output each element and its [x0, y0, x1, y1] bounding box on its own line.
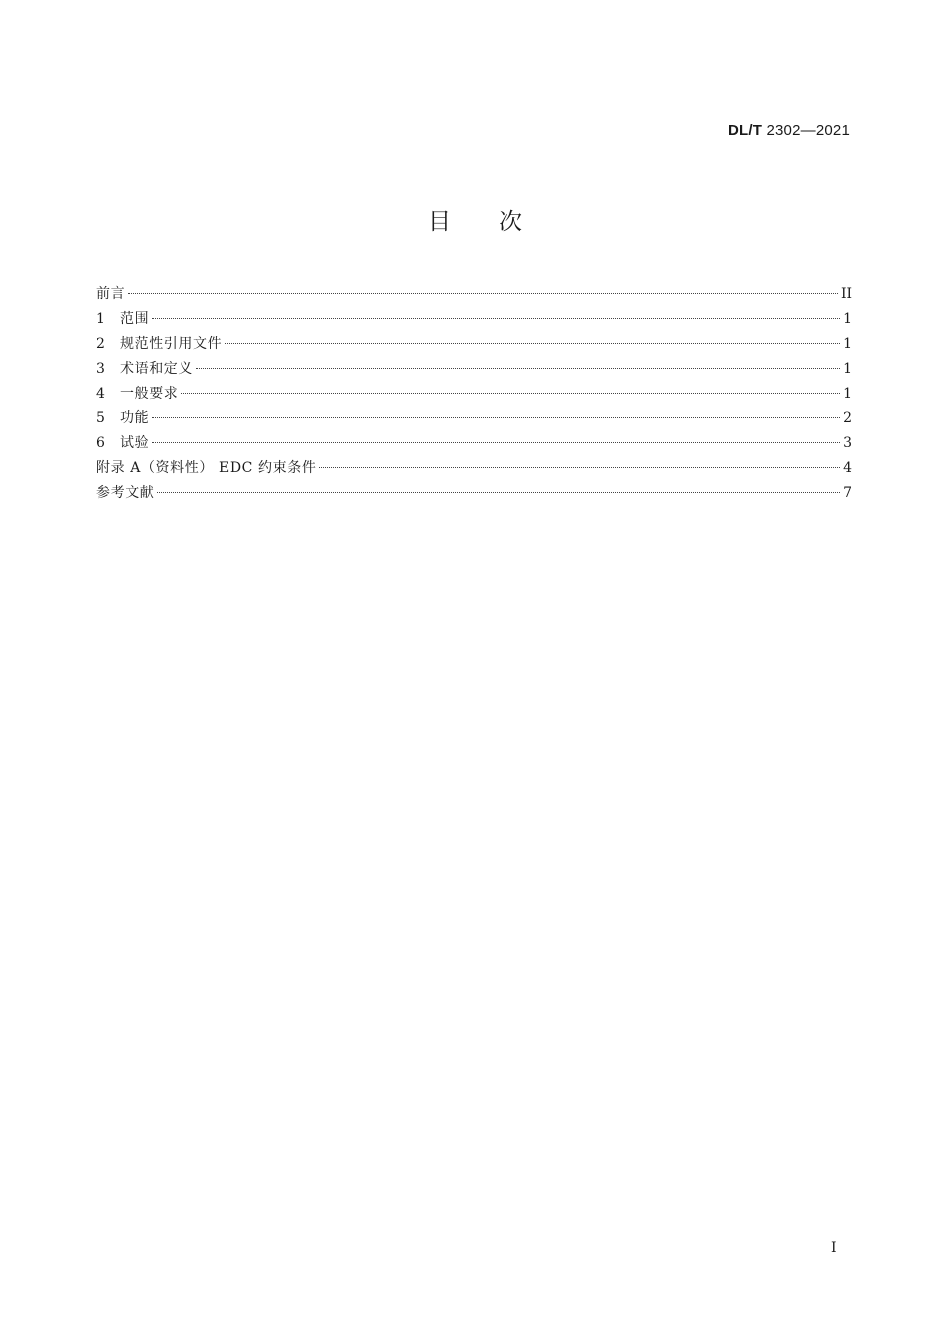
toc-entry-page: 2 — [843, 410, 852, 427]
toc-entry-label: 术语和定义 — [120, 360, 193, 377]
toc-entry-label: 规范性引用文件 — [120, 335, 223, 352]
toc-entry-page: 4 — [843, 460, 852, 477]
toc-entry-page: 1 — [843, 360, 852, 377]
toc-entry-label: 参考文献 — [96, 485, 155, 502]
toc-entry-page: 1 — [843, 310, 852, 327]
toc-entry-terms-definitions[interactable] — [96, 358, 852, 383]
toc-entry-appendix-a[interactable] — [96, 457, 852, 482]
toc-entry-page: 1 — [843, 385, 852, 402]
toc-leader-dots — [225, 343, 840, 344]
table-of-contents — [96, 283, 852, 507]
toc-entry-label: 范围 — [120, 310, 150, 327]
toc-entry-page: 3 — [843, 435, 852, 452]
toc-entry-number: 6 — [96, 435, 105, 452]
toc-leader-dots — [152, 417, 840, 418]
toc-entry-functions[interactable] — [96, 407, 852, 432]
page-number: I — [831, 1240, 837, 1256]
toc-entry-page: 7 — [843, 485, 852, 502]
toc-entry-label: 试验 — [120, 435, 150, 452]
toc-entry-page: 1 — [843, 335, 852, 352]
toc-leader-dots — [319, 467, 840, 468]
toc-entry-tests[interactable] — [96, 432, 852, 457]
toc-entry-label: 一般要求 — [120, 385, 179, 402]
toc-leader-dots — [196, 368, 840, 369]
toc-leader-dots — [152, 442, 840, 443]
toc-entry-page: II — [840, 286, 852, 302]
document-code-prefix: DL/T — [727, 122, 763, 139]
toc-entry-number: 3 — [96, 360, 105, 377]
toc-leader-dots — [128, 293, 838, 294]
toc-entry-number: 4 — [96, 385, 105, 402]
document-code-number: 2302—2021 — [766, 122, 850, 139]
toc-entry-scope[interactable] — [96, 308, 852, 333]
toc-entry-number: 5 — [96, 410, 105, 427]
toc-leader-dots — [181, 393, 840, 394]
toc-entry-general-requirements[interactable] — [96, 383, 852, 408]
toc-leader-dots — [152, 318, 840, 319]
toc-leader-dots — [157, 492, 840, 493]
toc-entry-number: 1 — [96, 310, 105, 327]
toc-entry-label: 功能 — [120, 410, 150, 427]
toc-entry-foreword[interactable] — [96, 283, 852, 308]
document-code — [728, 122, 850, 139]
page-title: 目次 — [428, 209, 570, 235]
toc-entry-bibliography[interactable] — [96, 482, 852, 507]
toc-entry-number: 2 — [96, 335, 105, 352]
toc-entry-normative-references[interactable] — [96, 333, 852, 358]
toc-entry-label: 附录 A（资料性） EDC 约束条件 — [96, 460, 317, 477]
toc-entry-label: 前言 — [96, 286, 126, 302]
